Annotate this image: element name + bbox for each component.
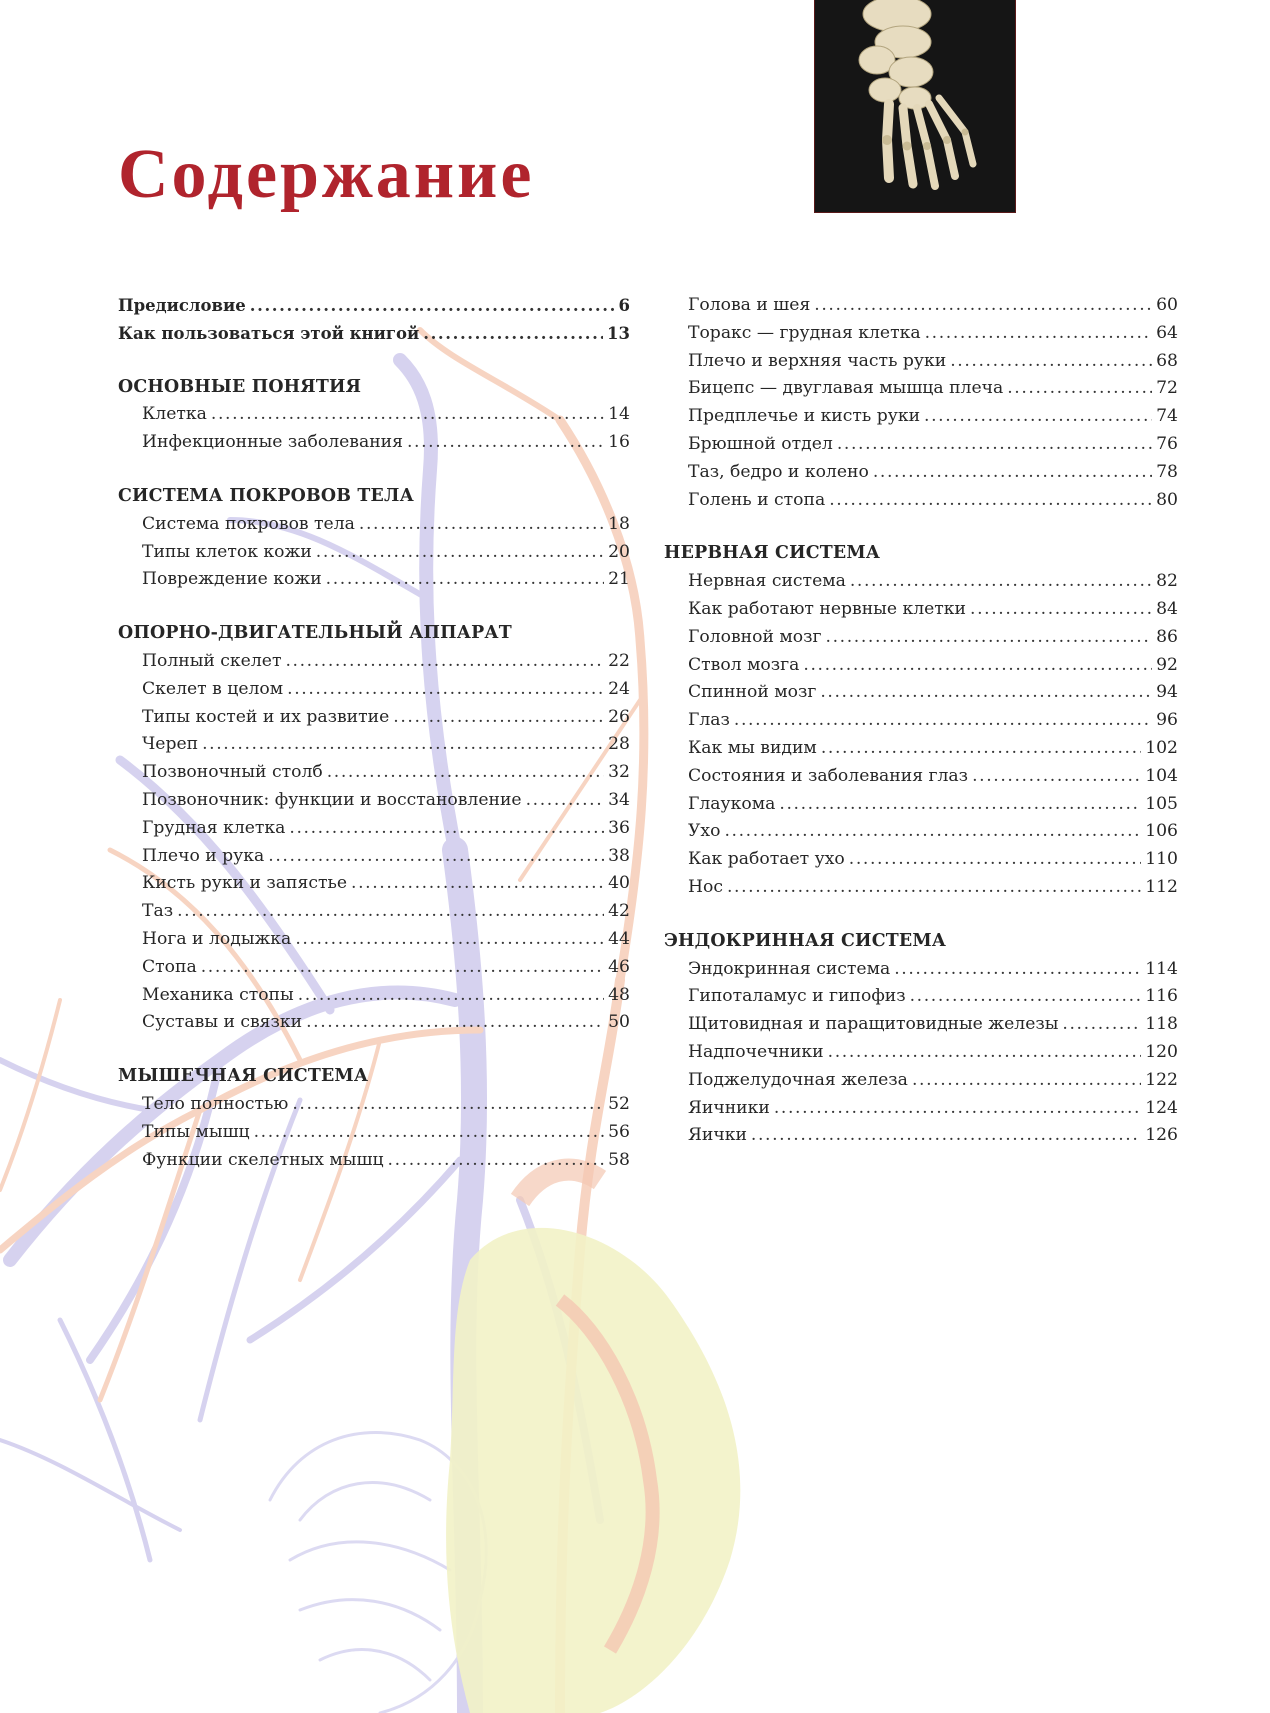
dot-leader <box>526 787 605 815</box>
dot-leader <box>298 982 604 1010</box>
toc-entry-page-number: 112 <box>1145 876 1178 897</box>
toc-entry-title: Как пользоваться этой книгой <box>118 323 420 343</box>
toc-entry-page-number: 36 <box>608 817 630 838</box>
toc-column-left <box>118 292 630 1174</box>
dot-leader <box>201 954 604 982</box>
dot-leader <box>837 431 1152 459</box>
toc-entry[interactable] <box>664 348 1178 376</box>
toc-entry-title: Головной мозг <box>688 626 822 647</box>
toc-entry-page-number: 50 <box>608 1012 630 1033</box>
dot-leader <box>423 320 603 348</box>
toc-entry[interactable] <box>664 459 1178 487</box>
toc-entry-page-number: 58 <box>608 1149 630 1170</box>
dot-leader <box>803 652 1152 680</box>
dot-leader <box>849 846 1141 874</box>
toc-entry-page-number: 92 <box>1156 654 1178 675</box>
dot-leader <box>814 292 1152 320</box>
toc-entry-page-number: 26 <box>608 706 630 727</box>
toc-entry-page-number: 18 <box>608 513 630 534</box>
toc-entry[interactable] <box>118 1091 630 1119</box>
dot-leader <box>727 874 1141 902</box>
toc-entry[interactable] <box>118 292 630 320</box>
toc-entry-page-number: 28 <box>608 734 630 755</box>
toc-entry-page-number: 110 <box>1145 849 1178 870</box>
toc-entry[interactable] <box>664 487 1178 515</box>
toc-entry-title: Повреждение кожи <box>142 569 322 590</box>
toc-entry-page-number: 80 <box>1156 489 1178 510</box>
toc-entry-title: Глаукома <box>688 793 776 814</box>
dot-leader <box>972 763 1141 791</box>
toc-entry-title: Ствол мозга <box>688 654 800 675</box>
toc-entry[interactable] <box>118 401 630 429</box>
dot-leader <box>388 1147 605 1175</box>
toc-entry-title: Яичники <box>688 1097 770 1118</box>
toc-entry-page-number: 126 <box>1145 1125 1178 1146</box>
dot-leader <box>873 459 1152 487</box>
toc-entry[interactable] <box>664 1011 1178 1039</box>
dot-leader <box>970 596 1152 624</box>
toc-entry-page-number: 116 <box>1145 986 1178 1007</box>
toc-entry-page-number: 84 <box>1156 598 1178 619</box>
dot-leader <box>724 818 1141 846</box>
toc-entry-title: Система покровов тела <box>142 513 355 534</box>
toc-entry[interactable] <box>118 566 630 594</box>
toc-entry-page-number: 6 <box>618 296 630 315</box>
toc-entry[interactable] <box>118 815 630 843</box>
toc-entry[interactable] <box>664 431 1178 459</box>
toc-entry-page-number: 74 <box>1156 406 1178 427</box>
toc-entry-title: Гипоталамус и гипофиз <box>688 986 906 1007</box>
toc-entry[interactable] <box>118 843 630 871</box>
toc-section-heading: ОСНОВНЫЕ ПОНЯТИЯ <box>118 376 362 397</box>
dot-leader <box>306 1009 604 1037</box>
toc-entry[interactable] <box>664 791 1178 819</box>
dot-leader <box>925 320 1153 348</box>
toc-entry-page-number: 32 <box>608 762 630 783</box>
toc-entry-page-number: 16 <box>608 432 630 453</box>
dot-leader <box>295 926 604 954</box>
toc-entry-page-number: 118 <box>1145 1014 1178 1035</box>
toc-entry-page-number: 60 <box>1156 295 1178 315</box>
toc-entry-title: Стопа <box>142 956 197 977</box>
dot-leader <box>285 648 604 676</box>
dot-leader <box>316 539 604 567</box>
dot-leader <box>393 704 604 732</box>
dot-leader <box>774 1095 1141 1123</box>
toc-entry[interactable] <box>118 429 630 457</box>
toc-entry-page-number: 13 <box>607 323 630 343</box>
toc-entry[interactable] <box>118 511 630 539</box>
dot-leader <box>828 1039 1142 1067</box>
dot-leader <box>202 731 604 759</box>
toc-entry-title: Яички <box>688 1125 747 1146</box>
toc-entry-page-number: 24 <box>608 678 630 699</box>
toc-entry[interactable] <box>118 954 630 982</box>
toc-entry-title: Таз, бедро и колено <box>688 461 869 482</box>
toc-entry-page-number: 94 <box>1156 682 1178 703</box>
toc-entry[interactable] <box>664 403 1178 431</box>
dot-leader <box>821 735 1141 763</box>
toc-entry[interactable] <box>118 759 630 787</box>
dot-leader <box>268 843 604 871</box>
foot-skeleton-image <box>814 0 1016 213</box>
toc-entry[interactable] <box>664 707 1178 735</box>
toc-entry-page-number: 72 <box>1156 378 1178 399</box>
dot-leader <box>912 1067 1141 1095</box>
toc-entry-title: Предплечье и кисть руки <box>688 406 921 427</box>
toc-entry-title: Нога и лодыжка <box>142 928 292 949</box>
toc-entry[interactable] <box>664 1067 1178 1095</box>
toc-entry[interactable] <box>664 375 1178 403</box>
toc-entry[interactable] <box>664 679 1178 707</box>
toc-entry[interactable] <box>664 983 1178 1011</box>
toc-entry[interactable] <box>118 1147 630 1175</box>
toc-entry-title: Нос <box>688 876 723 897</box>
toc-entry-title: Грудная клетка <box>142 817 286 838</box>
toc-entry-page-number: 76 <box>1156 433 1178 454</box>
dot-leader <box>924 403 1152 431</box>
toc-entry-title: Механика стопы <box>142 984 294 1005</box>
dot-leader <box>894 956 1141 984</box>
dot-leader <box>850 568 1152 596</box>
dot-leader <box>287 676 604 704</box>
dot-leader <box>1062 1011 1141 1039</box>
toc-section-heading: НЕРВНАЯ СИСТЕМА <box>664 543 881 564</box>
toc-entry-title: Надпочечники <box>688 1041 824 1062</box>
toc-entry-title: Голень и стопа <box>688 489 826 510</box>
toc-entry[interactable] <box>118 787 630 815</box>
toc-entry-title: Как работают нервные клетки <box>688 598 967 619</box>
toc-entry-title: Типы костей и их развитие <box>142 706 390 727</box>
toc-column-right <box>664 292 1178 1150</box>
toc-section-heading: ЭНДОКРИННАЯ СИСТЕМА <box>664 930 947 951</box>
toc-entry[interactable] <box>664 956 1178 984</box>
toc-entry-title: Торакс — грудная клетка <box>688 322 921 343</box>
toc-entry-page-number: 52 <box>608 1093 630 1114</box>
toc-entry-title: Поджелудочная железа <box>688 1069 908 1090</box>
dot-leader <box>250 292 615 320</box>
toc-entry[interactable] <box>664 568 1178 596</box>
toc-entry[interactable] <box>118 926 630 954</box>
toc-entry-title: Полный скелет <box>142 650 282 671</box>
toc-entry-page-number: 14 <box>608 404 630 425</box>
dot-leader <box>407 429 604 457</box>
dot-leader <box>734 707 1152 735</box>
toc-entry-page-number: 21 <box>608 569 630 590</box>
toc-entry-page-number: 86 <box>1156 626 1178 647</box>
toc-entry-title: Позвоночник: функции и восстановление <box>142 789 522 810</box>
dot-leader <box>292 1091 604 1119</box>
toc-entry-title: Как мы видим <box>688 737 817 758</box>
toc-entry-title: Предисловие <box>118 296 246 315</box>
toc-entry[interactable] <box>664 596 1178 624</box>
toc-entry-title: Голова и шея <box>688 295 811 315</box>
toc-entry-title: Тело полностью <box>142 1093 289 1114</box>
toc-entry-page-number: 114 <box>1145 958 1178 979</box>
toc-entry-page-number: 42 <box>608 901 630 922</box>
toc-entry[interactable] <box>118 676 630 704</box>
toc-entry-title: Клетка <box>142 404 207 425</box>
toc-entry-title: Череп <box>142 734 199 755</box>
toc-entry[interactable] <box>118 539 630 567</box>
toc-entry-page-number: 46 <box>608 956 630 977</box>
toc-section-heading: СИСТЕМА ПОКРОВОВ ТЕЛА <box>118 485 414 506</box>
dot-leader <box>950 348 1152 376</box>
toc-entry-title: Состояния и заболевания глаз <box>688 765 969 786</box>
toc-entry-page-number: 34 <box>608 789 630 810</box>
toc-entry-title: Типы клеток кожи <box>142 541 312 562</box>
toc-entry-title: Плечо и верхняя часть руки <box>688 350 947 371</box>
toc-entry-page-number: 20 <box>608 541 630 562</box>
toc-entry[interactable] <box>118 898 630 926</box>
toc-entry-title: Инфекционные заболевания <box>142 432 403 453</box>
toc-entry[interactable] <box>118 648 630 676</box>
toc-entry-title: Плечо и рука <box>142 845 265 866</box>
toc-entry-title: Типы мышц <box>142 1121 250 1142</box>
toc-entry-page-number: 22 <box>608 650 630 671</box>
toc-entry[interactable] <box>664 320 1178 348</box>
toc-entry-title: Позвоночный столб <box>142 762 323 783</box>
toc-entry-title: Бицепс — двуглавая мышца плеча <box>688 378 1004 399</box>
toc-entry[interactable] <box>664 292 1178 320</box>
toc-entry-page-number: 124 <box>1145 1097 1178 1118</box>
toc-section-heading: МЫШЕЧНАЯ СИСТЕМА <box>118 1066 369 1087</box>
dot-leader <box>826 624 1153 652</box>
toc-entry-page-number: 48 <box>608 984 630 1005</box>
toc-entry-page-number: 68 <box>1156 350 1178 371</box>
toc-entry-page-number: 38 <box>608 845 630 866</box>
toc-entry[interactable] <box>118 320 630 348</box>
dot-leader <box>829 487 1152 515</box>
dot-leader <box>351 870 604 898</box>
toc-entry-page-number: 122 <box>1145 1069 1178 1090</box>
dot-leader <box>289 815 604 843</box>
dot-leader <box>1007 375 1152 403</box>
toc-entry-page-number: 56 <box>608 1121 630 1142</box>
toc-entry-page-number: 64 <box>1156 322 1178 343</box>
toc-entry[interactable] <box>118 731 630 759</box>
dot-leader <box>211 401 604 429</box>
toc-entry[interactable] <box>664 846 1178 874</box>
toc-entry-page-number: 78 <box>1156 461 1178 482</box>
toc-entry-page-number: 82 <box>1156 571 1178 592</box>
toc-entry[interactable] <box>118 1119 630 1147</box>
toc-entry[interactable] <box>664 652 1178 680</box>
toc-entry[interactable] <box>118 1009 630 1037</box>
toc-entry[interactable] <box>664 735 1178 763</box>
dot-leader <box>254 1119 605 1147</box>
toc-entry[interactable] <box>664 1122 1178 1150</box>
toc-entry-title: Ухо <box>688 821 721 842</box>
toc-entry-page-number: 106 <box>1145 821 1178 842</box>
dot-leader <box>327 759 604 787</box>
toc-entry-page-number: 44 <box>608 928 630 949</box>
toc-entry[interactable] <box>664 818 1178 846</box>
dot-leader <box>779 791 1141 819</box>
toc-entry-title: Брюшной отдел <box>688 433 833 454</box>
toc-entry[interactable] <box>664 763 1178 791</box>
dot-leader <box>910 983 1142 1011</box>
toc-entry[interactable] <box>118 870 630 898</box>
dot-leader <box>177 898 604 926</box>
dot-leader <box>820 679 1152 707</box>
dot-leader <box>751 1122 1141 1150</box>
toc-entry[interactable] <box>664 1095 1178 1123</box>
toc-entry-title: Как работает ухо <box>688 849 845 870</box>
toc-entry-title: Кисть руки и запястье <box>142 873 347 894</box>
toc-entry-title: Глаз <box>688 710 730 731</box>
toc-entry-page-number: 120 <box>1145 1041 1178 1062</box>
toc-entry-title: Нервная система <box>688 571 846 592</box>
toc-entry[interactable] <box>118 982 630 1010</box>
toc-entry[interactable] <box>664 874 1178 902</box>
toc-entry-page-number: 40 <box>608 873 630 894</box>
toc-entry-title: Суставы и связки <box>142 1012 303 1033</box>
toc-entry-title: Щитовидная и паращитовидные железы <box>688 1014 1059 1035</box>
dot-leader <box>326 566 604 594</box>
toc-entry-page-number: 105 <box>1145 793 1178 814</box>
toc-entry-page-number: 102 <box>1145 737 1178 758</box>
toc-entry-page-number: 104 <box>1145 765 1178 786</box>
toc-section-heading: ОПОРНО-ДВИГАТЕЛЬНЫЙ АППАРАТ <box>118 623 512 644</box>
toc-entry-page-number: 96 <box>1156 710 1178 731</box>
toc-entry-title: Спинной мозг <box>688 682 817 703</box>
toc-entry[interactable] <box>664 624 1178 652</box>
toc-entry-title: Скелет в целом <box>142 678 284 699</box>
toc-entry-title: Таз <box>142 901 174 922</box>
toc-entry-title: Функции скелетных мышц <box>142 1149 384 1170</box>
heart-shape <box>446 1228 740 1713</box>
dot-leader <box>359 511 604 539</box>
toc-entry[interactable] <box>664 1039 1178 1067</box>
toc-entry[interactable] <box>118 704 630 732</box>
toc-entry-title: Эндокринная система <box>688 958 891 979</box>
page-title: Содержание <box>118 136 535 213</box>
